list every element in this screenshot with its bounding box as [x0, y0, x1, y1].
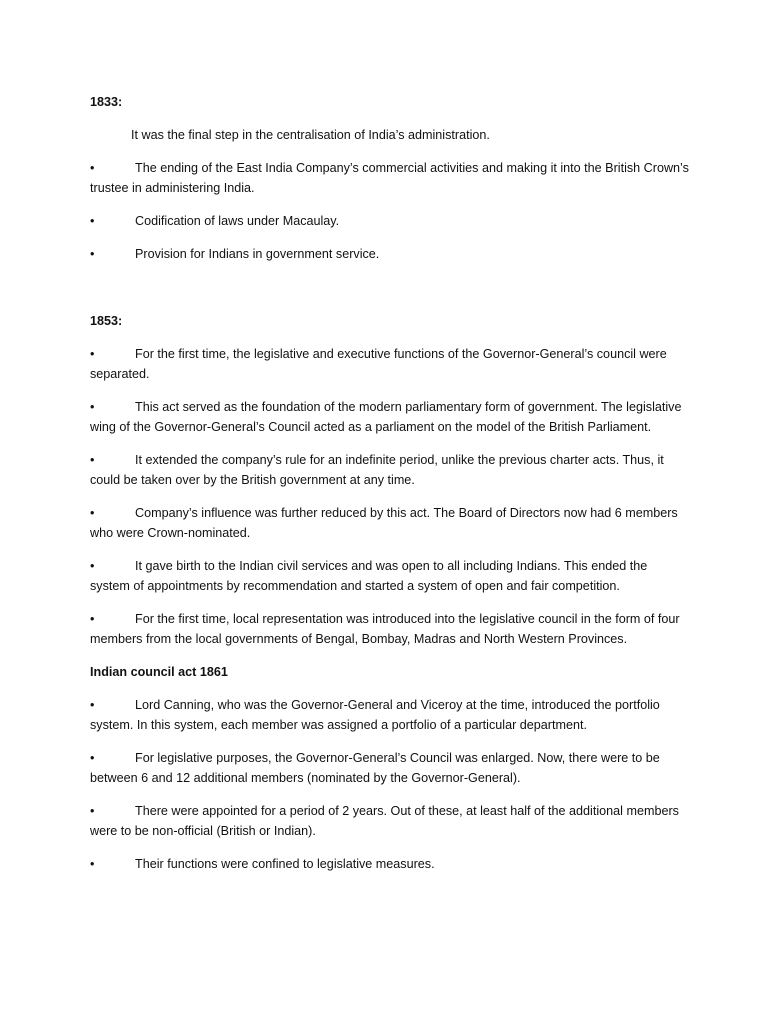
- list-item-text: Lord Canning, who was the Governor-General and Viceroy at the time, introduced the portfolio system. In this system, each member was assigned a portfolio of a particular department.: [90, 698, 660, 732]
- list-item: [90, 748, 690, 788]
- bullet-icon: •: [90, 612, 95, 626]
- bullet-icon: •: [90, 559, 95, 573]
- list-item-text: Their functions were confined to legislative measures.: [135, 857, 435, 871]
- list-item: [90, 503, 690, 543]
- list-item-text: It gave birth to the Indian civil services and was open to all including Indians. This ended the system of appointments by recommendation and started a system of open and fair competition.: [90, 559, 648, 593]
- bullet-icon: •: [90, 698, 95, 712]
- bullet-icon: •: [90, 400, 95, 414]
- bullet-icon: •: [90, 857, 95, 871]
- list-item-text: For legislative purposes, the Governor-General’s Council was enlarged. Now, there were to be between 6 and 12 additional members (nominated by the Governor-General).: [90, 751, 660, 785]
- list-item: [90, 397, 690, 437]
- list-item-text: Provision for Indians in government service.: [135, 247, 380, 261]
- section-heading-1853: 1853:: [90, 314, 123, 328]
- document-page: [90, 92, 690, 874]
- list-item: [90, 556, 690, 596]
- list-item: [90, 854, 690, 874]
- bullet-icon: •: [90, 804, 95, 818]
- list-item: [90, 158, 690, 198]
- list-item-text: There were appointed for a period of 2 years. Out of these, at least half of the additional members were to be non-official (British or Indian).: [90, 804, 679, 838]
- bullet-icon: •: [90, 161, 95, 175]
- list-item: [90, 244, 690, 264]
- list-item-text: It extended the company’s rule for an indefinite period, unlike the previous charter acts. Thus, it could be taken over by the British government at any time.: [90, 453, 664, 487]
- list-item: [90, 609, 690, 649]
- bullet-icon: •: [90, 347, 95, 361]
- list-item-text: The ending of the East India Company’s commercial activities and making it into the British Crown’s trustee in administering India.: [90, 161, 689, 195]
- list-item: [90, 801, 690, 841]
- bullet-icon: •: [90, 247, 95, 261]
- bullet-icon: •: [90, 214, 95, 228]
- list-item: [90, 450, 690, 490]
- bullet-icon: •: [90, 751, 95, 765]
- list-item-text: This act served as the foundation of the modern parliamentary form of government. The legislative wing of the Governor-General’s Council acted as a parliament on the model of the British Parliament.: [90, 400, 682, 434]
- list-item: [90, 211, 690, 231]
- list-item-text: For the first time, the legislative and executive functions of the Governor-General’s council were separated.: [90, 347, 667, 381]
- list-item: [90, 695, 690, 735]
- list-item-text: Codification of laws under Macaulay.: [135, 214, 340, 228]
- section-heading-1861: Indian council act 1861: [90, 665, 228, 679]
- section-intro-1833: It was the final step in the centralisation of India’s administration.: [131, 128, 490, 142]
- bullet-icon: •: [90, 506, 95, 520]
- list-item-text: For the first time, local representation was introduced into the legislative council in the form of four members from the local governments of Bengal, Bombay, Madras and North Western Provinces.: [90, 612, 680, 646]
- bullet-icon: •: [90, 453, 95, 467]
- section-heading-1833: 1833:: [90, 95, 123, 109]
- list-item-text: Company’s influence was further reduced by this act. The Board of Directors now had 6 members who were Crown-nominated.: [90, 506, 678, 540]
- list-item: [90, 344, 690, 384]
